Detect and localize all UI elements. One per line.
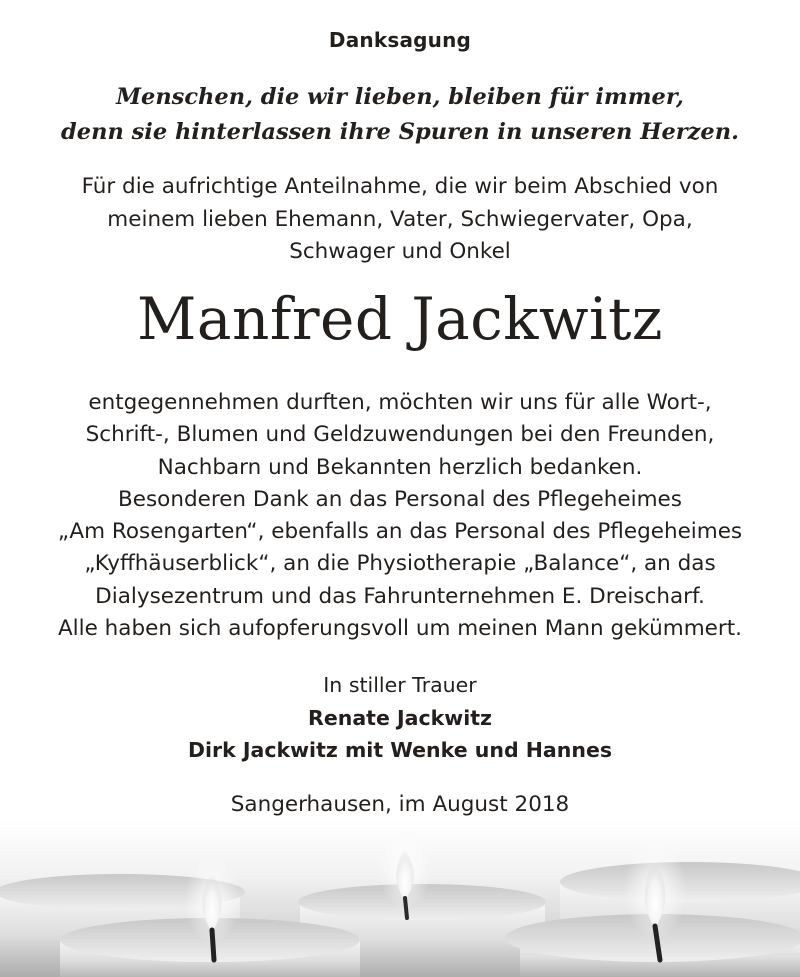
motto-line: Menschen, die wir lieben, bleiben für immer, xyxy=(116,84,684,110)
intro-line: Für die aufrichtige Anteilnahme, die wir beim Abschied von xyxy=(81,174,719,199)
place-and-date: Sangerhausen, im August 2018 xyxy=(230,792,570,817)
intro-paragraph xyxy=(0,171,800,269)
thanks-line: Alle haben sich aufopferungsvoll um meinen Mann gekümmert. xyxy=(57,616,743,642)
mourner-name: Dirk Jackwitz mit Wenke und Hannes xyxy=(187,738,613,762)
intro-line: meinem lieben Ehemann, Vater, Schwiegervater, Opa, xyxy=(107,206,693,232)
mourners-block xyxy=(0,669,800,767)
thanks-paragraph xyxy=(0,387,800,645)
thanks-line: „Kyffhäuserblick“, an die Physiotherapie „Balance“, an das xyxy=(84,551,716,577)
mourning-intro: In stiller Trauer xyxy=(323,673,477,697)
deceased-name: Manfred Jackwitz xyxy=(137,285,663,353)
thanks-line: Besonderen Dank an das Personal des Pflegeheimes xyxy=(118,486,682,512)
thanks-line: Nachbarn und Bekannten herzlich bedanken. xyxy=(157,454,643,480)
notice-heading: Danksagung xyxy=(328,28,472,52)
motto-line: denn sie hinterlassen ihre Spuren in unseren Herzen. xyxy=(61,119,739,145)
candles-image xyxy=(0,820,800,977)
mourner-name: Renate Jackwitz xyxy=(308,705,492,730)
thanks-line: entgegennehmen durften, möchten wir uns für alle Wort-, xyxy=(88,390,712,415)
thanks-line: „Am Rosengarten“, ebenfalls an das Personal des Pflegeheimes xyxy=(57,519,743,545)
motto-quote xyxy=(0,80,800,150)
thanks-line: Schrift-, Blumen und Geldzuwendungen bei den Freunden, xyxy=(85,422,715,448)
intro-line: Schwager und Onkel xyxy=(289,239,511,264)
thanks-line: Dialysezentrum und das Fahrunternehmen E. Dreischarf. xyxy=(95,583,705,609)
